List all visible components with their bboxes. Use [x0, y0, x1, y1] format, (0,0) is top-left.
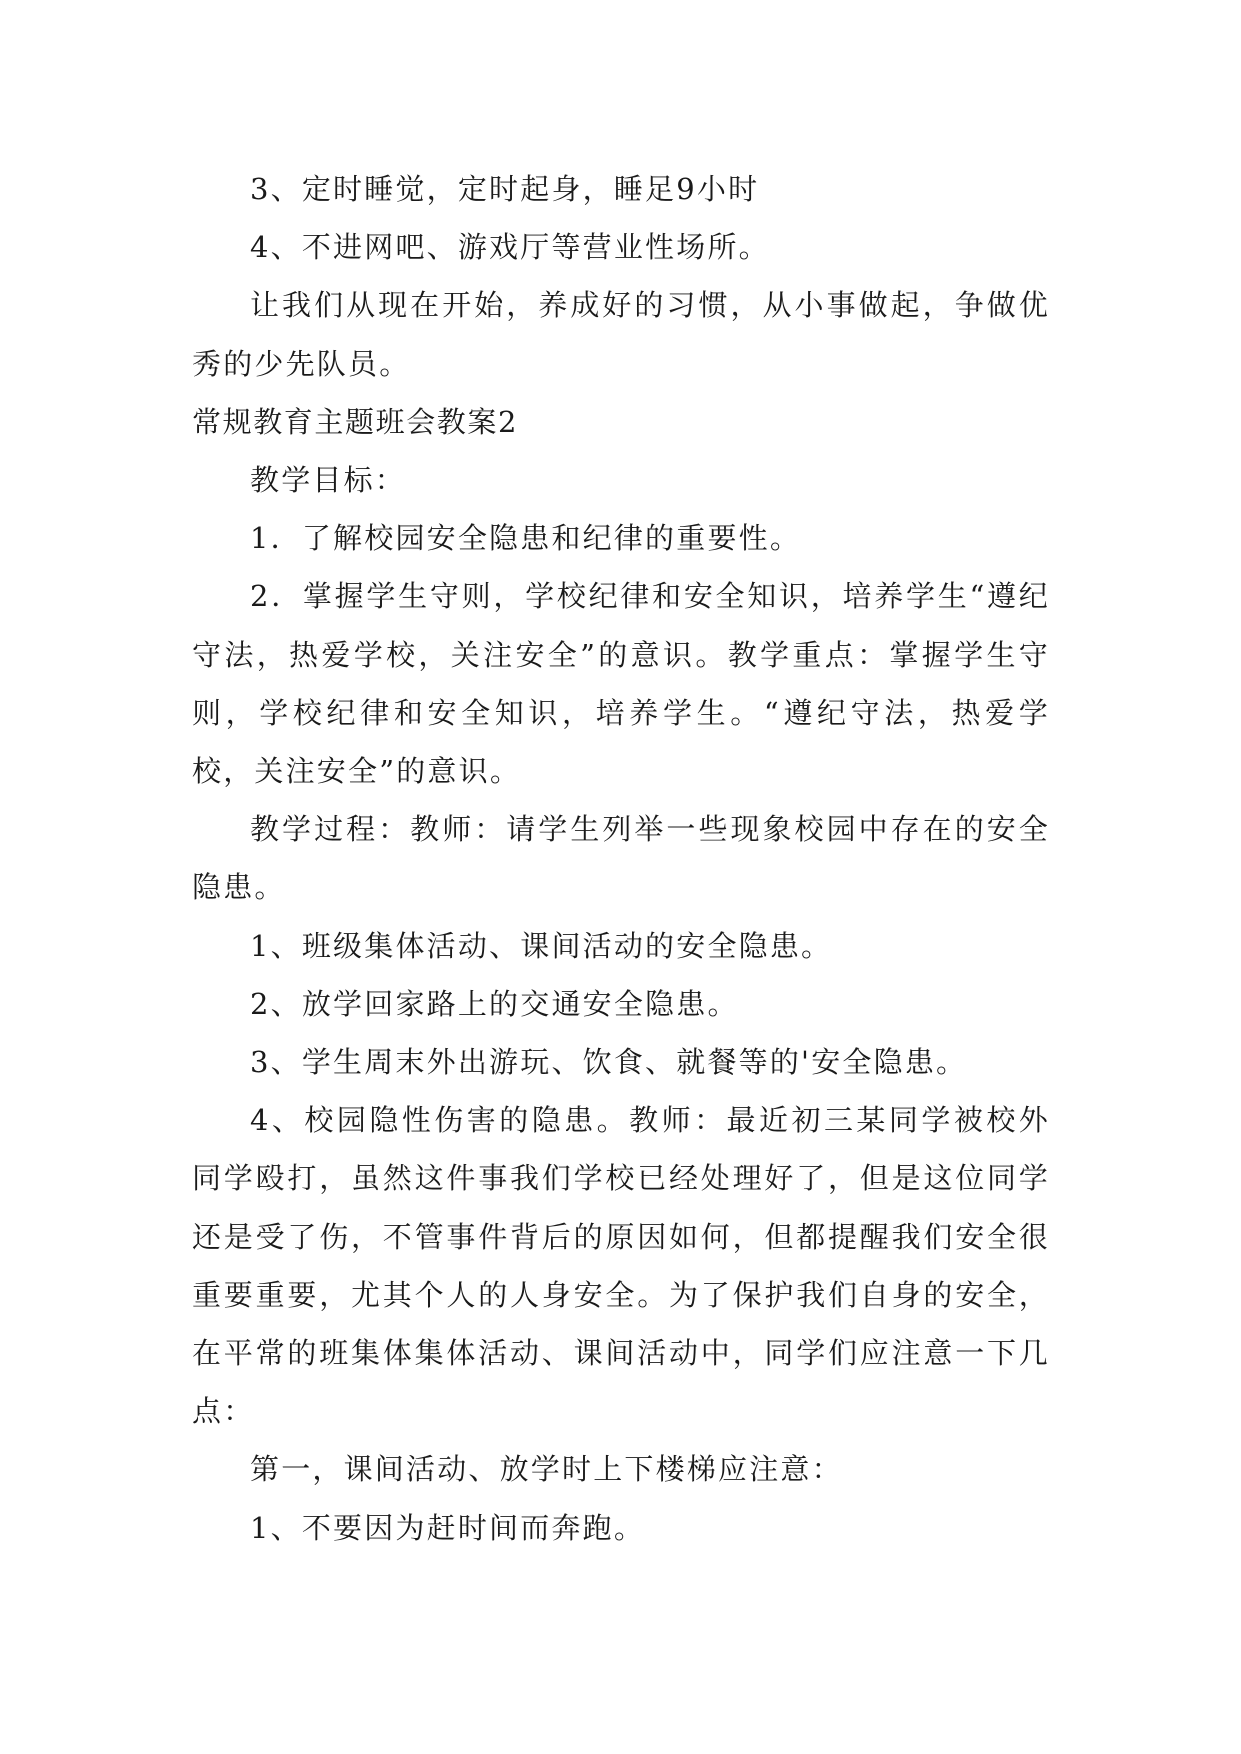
paragraph-stairs-rule-1: 1、不要因为赶时间而奔跑。 [250, 1510, 646, 1545]
paragraph-hazard-1: 1、班级集体活动、课间活动的安全隐患。 [250, 928, 833, 963]
paragraph-first-point: 第一，课间活动、放学时上下楼梯应注意： [250, 1452, 843, 1487]
paragraph-teaching-goals-label: 教学目标： [250, 463, 407, 498]
paragraph-hazard-2: 2、放学回家路上的交通安全隐患。 [250, 986, 739, 1021]
paragraph-hazard-4: 4、校园隐性伤害的隐患。教师：最近初三某同学被校外同学殴打，虽然这件事我们学校已经处理好了，但是这位同学还是受了伤，不管事件背后的原因如何，但都提醒我们安全很重要重要，尤其个人的人身安全。为了保护我们自身的安全，在平常的班集体集体活动、课间活动中，同学们应注意一下几点： [192, 1103, 1050, 1429]
paragraph-sleep-rule: 3、定时睡觉，定时起身，睡足9小时 [250, 172, 760, 206]
paragraph-internet-cafe-rule: 4、不进网吧、游戏厅等营业性场所。 [250, 230, 770, 265]
document-body [192, 160, 1050, 1557]
section-title: 常规教育主题班会教案2 [192, 404, 519, 439]
paragraph-good-habits: 让我们从现在开始，养成好的习惯，从小事做起，争做优秀的少先队员。 [192, 288, 1050, 381]
paragraph-teaching-process: 教学过程：教师：请学生列举一些现象校园中存在的安全隐患。 [192, 812, 1050, 905]
paragraph-goal-1: 1．了解校园安全隐患和纪律的重要性。 [250, 521, 802, 556]
paragraph-goal-2: 2．掌握学生守则，学校纪律和安全知识，培养学生“遵纪守法，热爱学校，关注安全”的意识。教学重点：掌握学生守则，学校纪律和安全知识，培养学生。“遵纪守法，热爱学校，关注安全”的意识。 [192, 579, 1050, 789]
paragraph-hazard-3: 3、学生周末外出游玩、饮食、就餐等的'安全隐患。 [250, 1045, 968, 1080]
